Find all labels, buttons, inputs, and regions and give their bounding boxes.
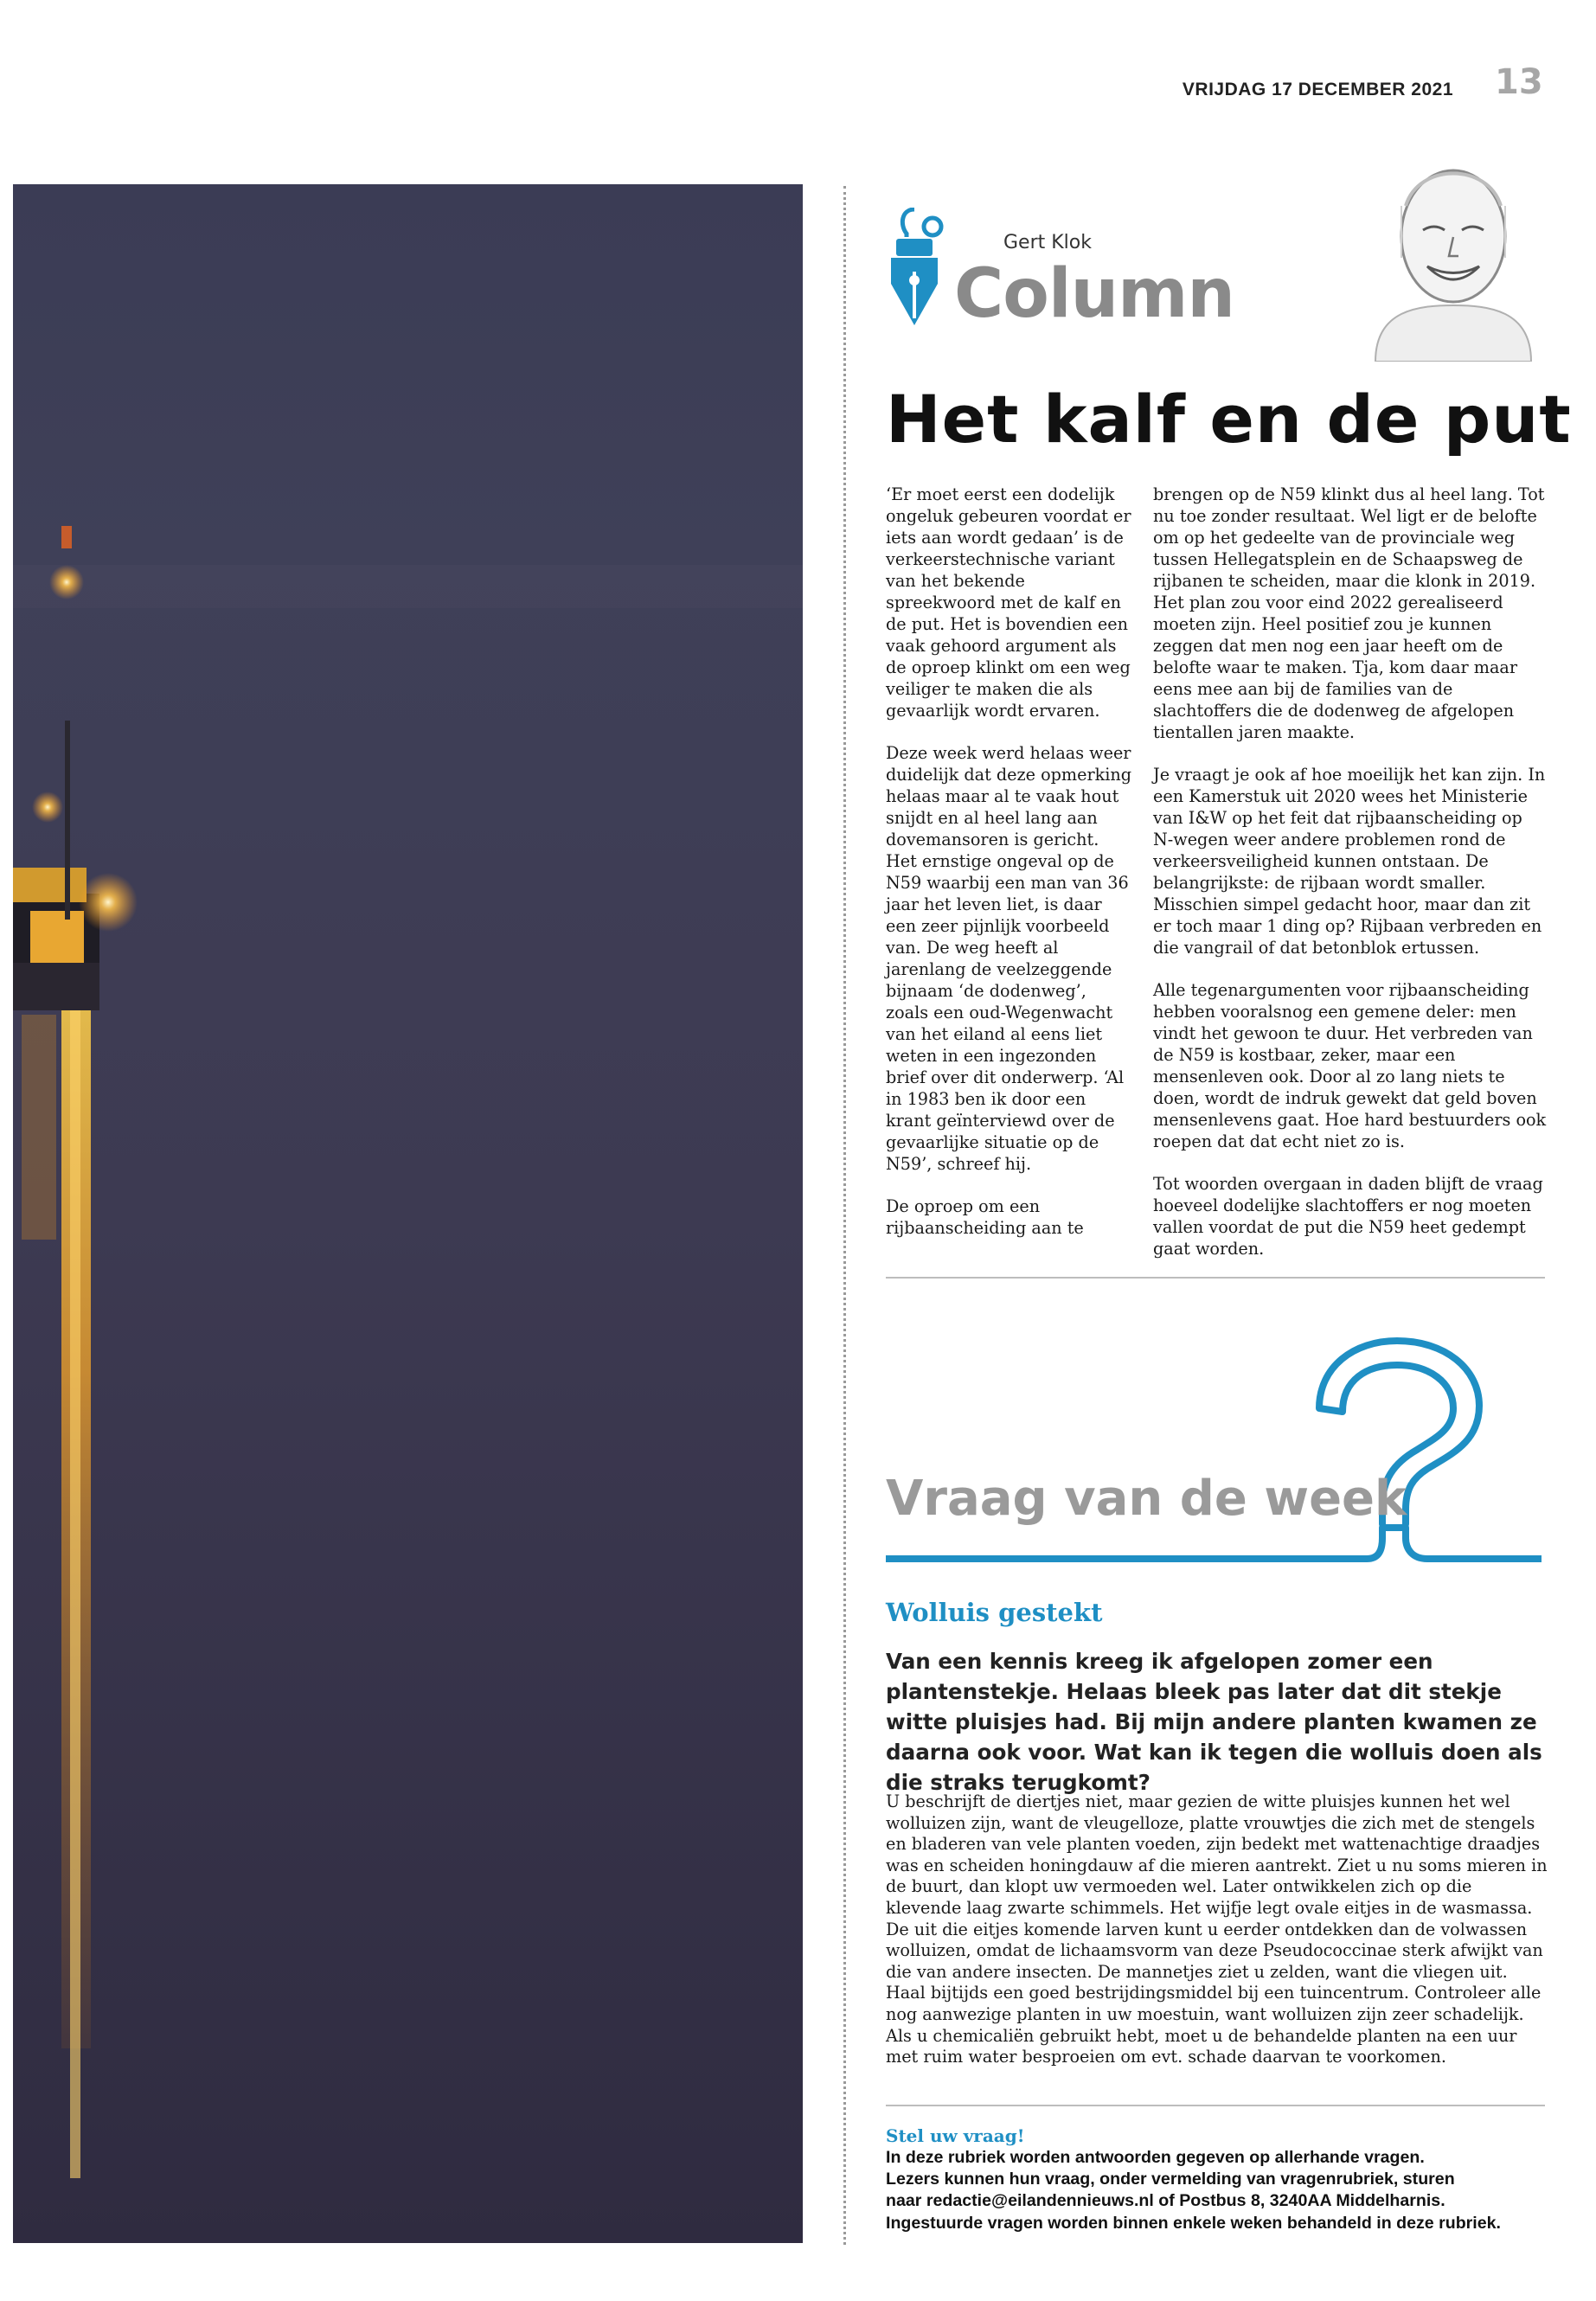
- column-paragraph: ‘Er moet eerst een dodelijk ongeluk gebeuren voordat er iets aan wordt gedaan’ is de verkeerstechnische variant van het bekende spreekwoord met de kalf en de put. Het is bovendien een vaak gehoord argument als de oproep klinkt om een weg veiliger te maken die als gevaarlijk wordt ervaren.: [886, 484, 1131, 721]
- question-title: Wolluis gestekt: [886, 1598, 1103, 1627]
- column-paragraph: brengen op de N59 klinkt dus al heel lang. Tot nu toe zonder resultaat. Wel ligt er de belofte om op het gedeelte van de provinciale weg tussen Hellegatsplein en de Schaapsweg de rijbanen te scheiden, maar die klonk in 2019. Het plan zou voor eind 2022 gerealiseerd moeten zijn. Heel positief zou je kunnen zeggen dat men nog een jaar heeft om de belofte waar te maken. Tja, kom daar maar eens mee aan bij de families van de slachtoffers die de dodenweg de afgelopen tientallen jaren maakte.: [1153, 484, 1545, 742]
- column-author: Gert Klok: [1003, 232, 1092, 253]
- submit-question-label: Stel uw vraag!: [886, 2125, 1025, 2146]
- section-divider: [886, 1277, 1545, 1279]
- info-line: Ingestuurde vragen worden binnen enkele weken behandeld in deze rubriek.: [886, 2213, 1501, 2233]
- page-date: VRIJDAG 17 DECEMBER 2021: [1182, 80, 1453, 99]
- column-headline: Het kalf en de put: [886, 381, 1572, 458]
- question-text: Van een kennis kreeg ik afgelopen zomer een plantenstekje. Helaas bleek pas later dat dit stekje witte pluisjes had. Bij mijn andere planten kwamen ze daarna ook voor. Wat kan ik tegen die wolluis doen als die straks terugkomt?: [886, 1649, 1542, 1795]
- column-text-right: [1153, 484, 1547, 1280]
- submit-question-info: [886, 2147, 1561, 2234]
- section-divider: [886, 2105, 1545, 2106]
- question-mark-icon: [882, 1332, 1548, 1569]
- answer-text: U beschrijft de diertjes niet, maar gezien de witte pluisjes kunnen het wel wolluizen zijn, want de vleugelloze, platte vrouwtjes die zich met de stengels en bladeren van vele planten voeden, zijn bedekt met wattenachtige draadjes was en scheiden honingdauw af die mieren aantrekt. Ziet u nu soms mieren in de buurt, dan klopt uw vermoeden wel. Later ontwikkelen zich op die klevende laag zwarte schimmels. Het wijfje legt ovale eitjes in de wasmassa. De uit die eitjes komende larven kunt u eerder ontdekken dan de volwassen wolluizen, omdat de lichaamsvorm van deze Pseudococcinae sterk afwijkt van die van andere insecten. De mannetjes ziet u zelden, want die vliegen uit. Haal bijtijds een goed bestrijdingsmiddel bij een tuincentrum. Controleer alle nog aanwezige planten in uw moestuin, want wolluizen zijn zeer schadelijk. Als u chemicaliën gebruikt hebt, moet u de behandelde planten na een uur met ruim water besproeien om evt. schade daarvan te voorkomen.: [886, 1791, 1548, 2067]
- column-text-left: [886, 484, 1133, 1259]
- column-divider-dotted: [843, 186, 846, 2245]
- fountain-pen-icon: [884, 208, 945, 332]
- column-paragraph: Je vraagt je ook af hoe moeilijk het kan zijn. In een Kamerstuk uit 2020 wees het Ministerie van I&W op het feit dat rijbaanscheiding op N-wegen weer andere problemen rond de verkeersveiligheid kunnen ontstaan. De belangrijkste: de rijbaan wordt smaller. Misschien simpel gedacht hoor, maar dan zit er toch maar 1 ding op? Rijbaan verbreden en die vangrail of dat betonblok ertussen.: [1153, 765, 1546, 958]
- column-paragraph: Deze week werd helaas weer duidelijk dat deze opmerking helaas maar al te vaak hout snijdt en al heel lang aan dovemansoren is gericht. Het ernstige ongeval op de N59 waarbij een man van 36 jaar het leven liet, is daar een zeer pijnlijk voorbeeld van. De weg heeft al jarenlang de veelzeggende bijnaam ‘de dodenweg’, zoals een oud-Wegenwacht van het eiland al eens liet weten in een ingezonden brief over dit onderwerp. ‘Al in 1983 ben ik door een krant geïnterviewd over de gevaarlijke situatie op de N59’, schreef hij.: [886, 743, 1132, 1174]
- vraag-section-title: Vraag van de week: [886, 1471, 1407, 1527]
- author-portrait: [1367, 154, 1540, 365]
- photo-canvas: [13, 184, 803, 2243]
- info-line: naar redactie@eilandennieuws.nl of Postbus 8, 3240AA Middelharnis.: [886, 2191, 1445, 2211]
- info-line: In deze rubriek worden antwoorden gegeven op allerhande vragen.: [886, 2148, 1425, 2167]
- column-section-label: Column: [954, 255, 1234, 333]
- column-paragraph: Alle tegenargumenten voor rijbaanscheiding hebben vooralsnog een gemene deler: men vindt het gewoon te duur. Het verbreden van de N59 is kostbaar, zeker, maar een mensenleven ook. Door al zo lang niets te doen, wordt de indruk gewekt dat geld boven mensenlevens gaat. Hoe hard bestuurders ook roepen dat dat echt niet zo is.: [1153, 980, 1547, 1151]
- column-paragraph: De oproep om een rijbaanscheiding aan te: [886, 1196, 1084, 1238]
- harbour-night-photo: [13, 184, 803, 2243]
- column-paragraph: Tot woorden overgaan in daden blijft de vraag hoeveel dodelijke slachtoffers er nog moeten vallen voordat de put die N59 heet gedempt gaat worden.: [1153, 1174, 1543, 1259]
- info-line: Lezers kunnen hun vraag, onder vermelding van vragenrubriek, sturen: [886, 2170, 1455, 2189]
- page-number: 13: [1495, 62, 1543, 102]
